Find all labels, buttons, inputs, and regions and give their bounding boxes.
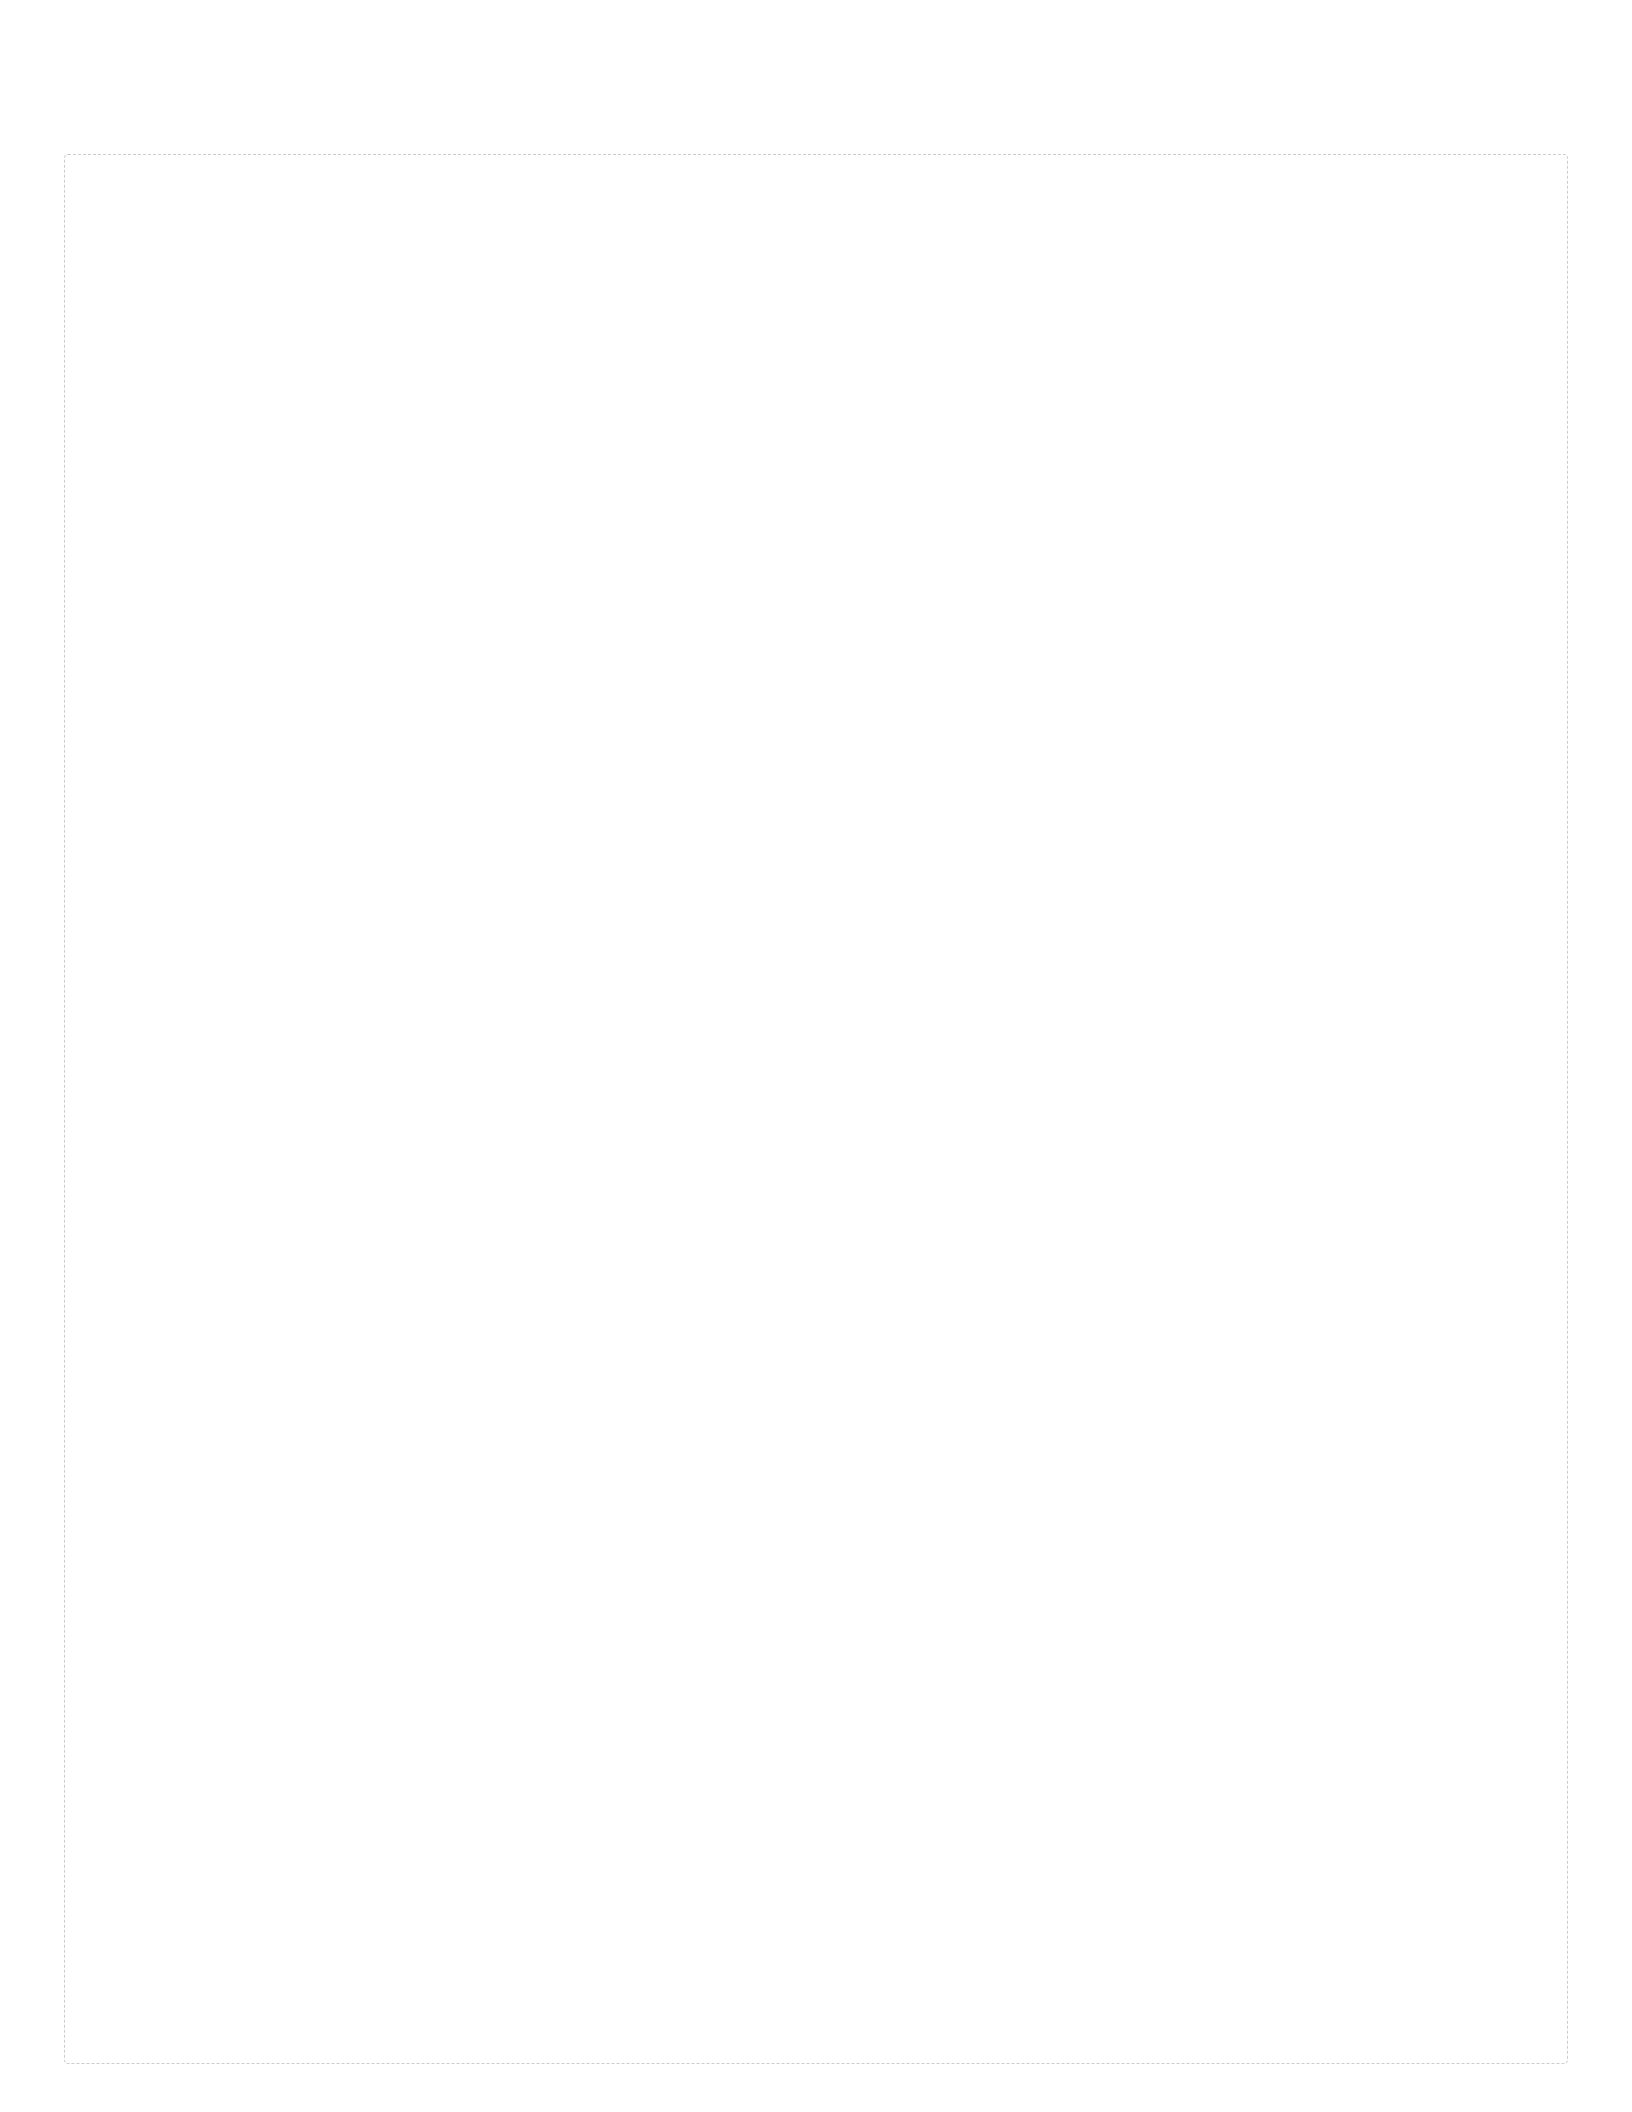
page-subtitle — [64, 104, 1568, 130]
page-header — [64, 48, 1568, 130]
content-area — [64, 154, 1568, 2064]
page-title — [64, 48, 1568, 96]
content-note — [89, 179, 1543, 199]
